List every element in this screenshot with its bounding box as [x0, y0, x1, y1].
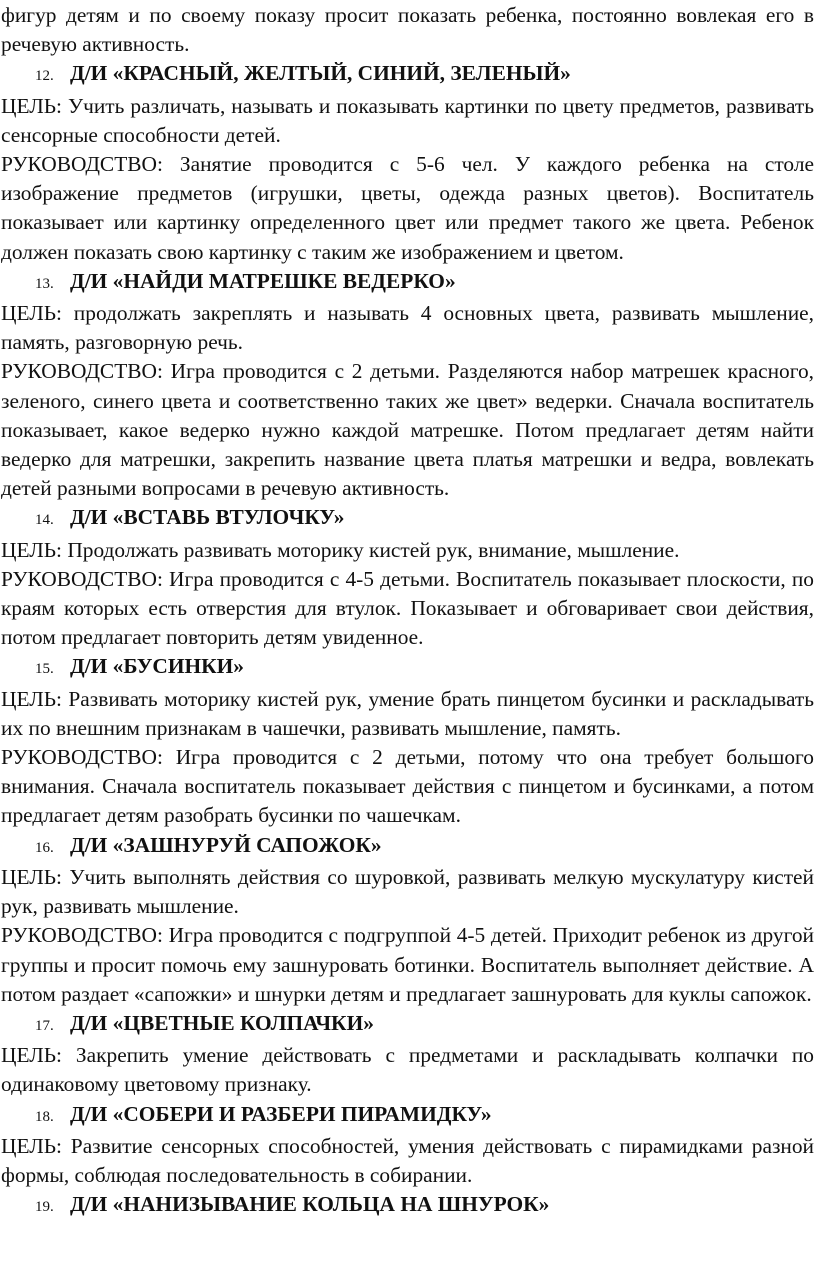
section-title: Д/И «ЦВЕТНЫЕ КОЛПАЧКИ» — [70, 1010, 374, 1035]
goal-paragraph: ЦЕЛЬ: продолжать закреплять и называть 4 основных цвета, развивать мышление, память, разговорную речь. — [1, 301, 814, 355]
goal-paragraph: ЦЕЛЬ: Закрепить умение действовать с предметами и раскладывать колпачки по одинаковому цветовому признаку. — [1, 1043, 814, 1097]
section-heading — [1, 59, 814, 91]
section-heading — [1, 831, 814, 863]
goal-paragraph: ЦЕЛЬ: Развитие сенсорных способностей, умения действовать с пирамидками разной формы, соблюдая последовательность в собирании. — [1, 1133, 814, 1187]
section-title: Д/И «ЗАШНУРУЙ САПОЖОК» — [70, 832, 382, 857]
goal-paragraph: ЦЕЛЬ: Учить различать, называть и показывать картинки по цвету предметов, развивать сенсорные способности детей. — [1, 93, 814, 147]
section-number: 12. — [35, 68, 54, 85]
section-number: 13. — [35, 275, 54, 292]
goal-paragraph: ЦЕЛЬ: Продолжать развивать моторику кистей рук, внимание, мышление. — [1, 537, 680, 562]
section-number: 18. — [35, 1108, 54, 1125]
section-number: 17. — [35, 1017, 54, 1034]
section-title: Д/И «БУСИНКИ» — [70, 654, 244, 679]
goal-paragraph: ЦЕЛЬ: Развивать моторику кистей рук, умение брать пинцетом бусинки и раскладывать их по внешним признакам в чашечки, развивать мышление, память. — [1, 686, 814, 740]
guidance-paragraph: РУКОВОДСТВО: Игра проводится с 4-5 детьми. Воспитатель показывает плоскости, по краям которых есть отверстия для втулок. Показывает и обговаривает свои действия, потом предлагает повторить детям увиденное. — [1, 566, 814, 650]
goal-paragraph: ЦЕЛЬ: Учить выполнять действия со шуровкой, развивать мелкую мускулатуру кистей рук, развивать мышление. — [1, 864, 814, 919]
section-heading — [1, 1100, 814, 1132]
section-title: Д/И «ВСТАВЬ ВТУЛОЧКУ» — [70, 505, 345, 530]
guidance-paragraph: РУКОВОДСТВО: Игра проводится с 2 детьми, потому что она требует большого внимания. Сначала воспитатель показывает действия с пинцетом и бусинками, а потом предлагает детям разобрать бусинки по чашечкам. — [1, 745, 814, 828]
section-heading — [1, 503, 814, 535]
section-heading — [1, 652, 814, 684]
section-number: 16. — [35, 839, 54, 856]
guidance-paragraph: РУКОВОДСТВО: Занятие проводится с 5-6 чел. У каждого ребенка на столе изображение предметов (игрушки, цветы, одежда разных цветов). Воспитатель показывает или картинку определенного цвет или предмет такого же цвета. Ребенок должен показать свою картинку с таким же изображением и цветом. — [1, 152, 814, 264]
section-heading — [1, 1009, 814, 1041]
guidance-paragraph: РУКОВОДСТВО: Игра проводится с 2 детьми. Разделяются набор матрешек красного, зеленого, синего цвета и соответственно таких же цвет» ведерки. Сначала воспитатель показывает, какое ведерко нужно каждой матрешке. Потом предлагает детям найти ведерко для матрешки, закрепить название цвета платья матрешки и ведра, вовлекать детей разными вопросами в речевую активность. — [1, 359, 814, 501]
section-title: Д/И «СОБЕРИ И РАЗБЕРИ ПИРАМИДКУ» — [70, 1101, 492, 1126]
intro-paragraph: фигур детям и по своему показу просит показать ребенка, постоянно вовлекая его в речевую активность. — [1, 3, 814, 57]
section-number: 19. — [35, 1199, 54, 1216]
section-number: 14. — [35, 512, 54, 529]
section-title: Д/И «НАЙДИ МАТРЕШКЕ ВЕДЕРКО» — [70, 268, 456, 293]
section-heading — [1, 267, 814, 299]
section-title: Д/И «КРАСНЫЙ, ЖЕЛТЫЙ, СИНИЙ, ЗЕЛЕНЫЙ» — [70, 61, 571, 86]
guidance-paragraph: РУКОВОДСТВО: Игра проводится с подгруппой 4-5 детей. Приходит ребенок из другой группы и просит помочь ему зашнуровать ботинки. Воспитатель выполняет действие. А потом раздает «сапожки» и шнурки детям и предлагает зашнуровать для куклы сапожок. — [1, 923, 814, 1006]
section-heading — [1, 1190, 814, 1222]
section-title: Д/И «НАНИЗЫВАНИЕ КОЛЬЦА НА ШНУРОК» — [70, 1192, 550, 1217]
section-number: 15. — [35, 661, 54, 678]
